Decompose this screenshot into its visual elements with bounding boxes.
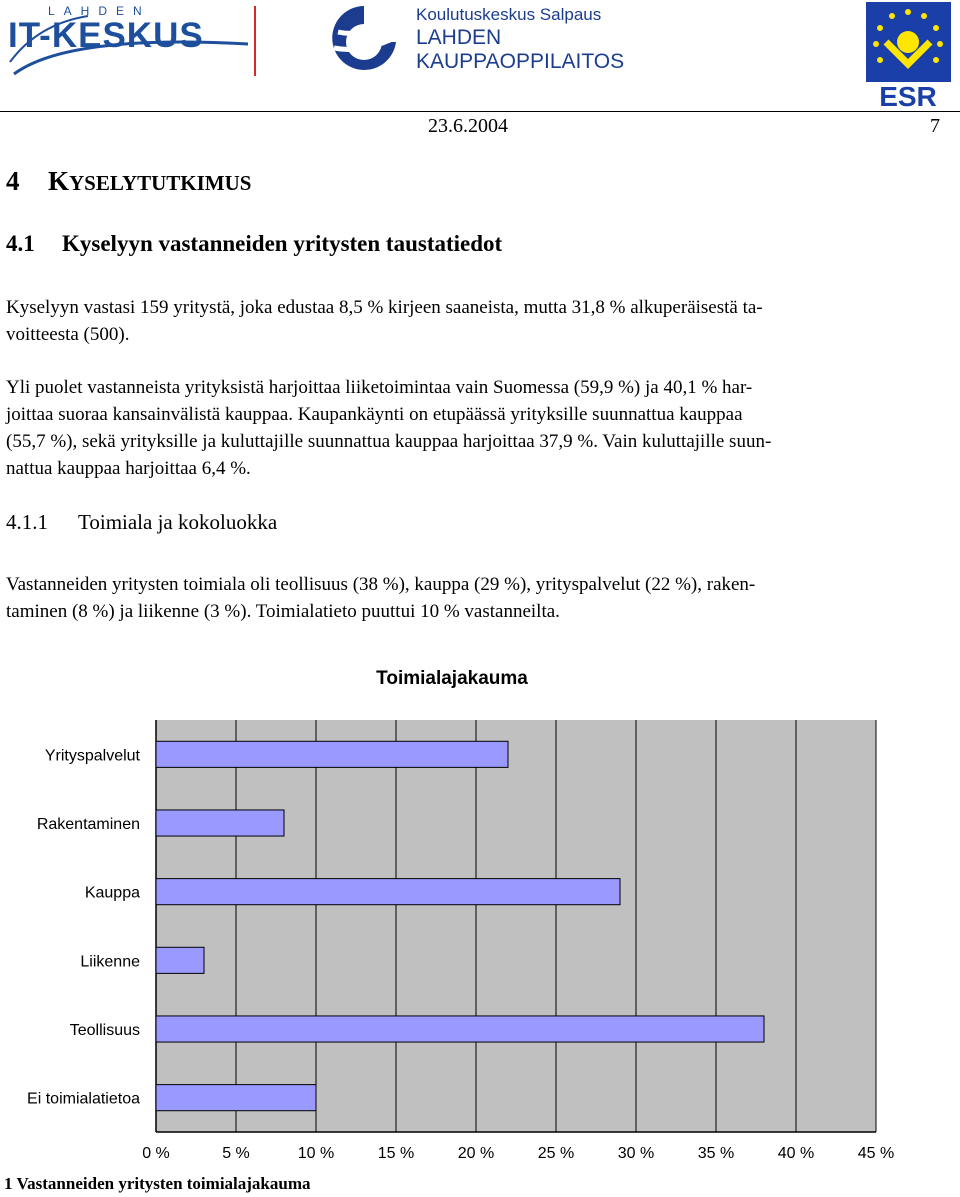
x-tick-label: 25 %: [537, 1145, 575, 1162]
bar: [156, 1085, 316, 1111]
it-keskus-logo-top-text: LAHDEN: [48, 4, 151, 18]
chart-svg: [6, 640, 906, 1170]
paragraph-industries: [6, 571, 954, 625]
salpaus-logo-line1: Koulutuskeskus Salpaus: [416, 5, 602, 24]
industry-distribution-chart: [6, 640, 906, 1170]
page-number: 7: [930, 115, 940, 137]
esr-logo-icon: [866, 2, 951, 110]
x-tick-label: 30 %: [617, 1145, 655, 1162]
paragraph-line: Yli puolet vastanneista yrityksistä harjoittaa liiketoimintaa vain Suomessa (59,9 %) ja 40,1 % har-: [6, 377, 753, 398]
subsection-number: 4.1: [6, 231, 35, 256]
category-label: Rakentaminen: [36, 816, 140, 833]
bar: [156, 947, 204, 973]
section-title-first: K: [48, 166, 70, 196]
esr-logo-text: ESR: [879, 81, 937, 110]
subsection-heading: [6, 231, 502, 257]
section-heading: [6, 166, 251, 197]
x-tick-label: 35 %: [697, 1145, 735, 1162]
section-title-rest: YSELYTUTKIMUS: [69, 171, 252, 195]
header-date: 23.6.2004: [428, 115, 508, 137]
x-tick-label: 20 %: [457, 1145, 495, 1162]
x-tick-label: 0 %: [142, 1145, 170, 1162]
salpaus-logo-text: [416, 4, 624, 74]
paragraph-business-scope: [6, 374, 954, 482]
paragraph-line: taminen (8 %) ja liikenne (3 %). Toimialatieto puuttui 10 % vastanneilta.: [6, 601, 560, 622]
salpaus-logo-line3: KAUPPAOPPILAITOS: [416, 50, 625, 73]
header-divider: [254, 6, 256, 76]
header-rule: [0, 111, 960, 112]
paragraph-respondents: [6, 294, 954, 348]
x-tick-label: 10 %: [297, 1145, 335, 1162]
it-keskus-logo: [8, 4, 253, 76]
subsubsection-heading: [6, 510, 277, 535]
paragraph-line: Kyselyyn vastasi 159 yritystä, joka edustaa 8,5 % kirjeen saaneista, mutta 31,8 % alkuperäisestä ta-: [6, 297, 763, 318]
category-label: Ei toimialatietoa: [27, 1090, 140, 1108]
salpaus-logo-icon: [324, 2, 404, 74]
paragraph-line: Vastanneiden yritysten toimiala oli teollisuus (38 %), kauppa (29 %), yrityspalvelut (22 %), raken-: [6, 574, 756, 595]
paragraph-line: joittaa suoraa kansainvälistä kauppaa. Kaupankäynti on etupäässä yrityksille suunnattua kauppaa: [6, 404, 743, 425]
subsubsection-number: 4.1.1: [6, 510, 48, 534]
category-label: Liikenne: [80, 953, 140, 971]
chart-title: Toimialajakauma: [376, 668, 528, 689]
x-tick-label: 40 %: [777, 1145, 815, 1162]
paragraph-line: voitteesta (500).: [6, 324, 130, 345]
x-tick-label: 15 %: [377, 1145, 415, 1162]
x-tick-label: 45 %: [857, 1145, 895, 1162]
paragraph-line: (55,7 %), sekä yrityksille ja kuluttajille suunnattua kauppaa harjoittaa 37,9 %. Vain kuluttajille suun-: [6, 431, 772, 452]
subsubsection-title: Toimiala ja kokoluokka: [78, 510, 278, 534]
category-label: Teollisuus: [69, 1022, 140, 1039]
category-label: Yrityspalvelut: [44, 747, 140, 765]
bar: [156, 1016, 764, 1042]
it-keskus-logo-main-text: IT-KESKUS: [8, 16, 204, 55]
bar: [156, 810, 284, 836]
bar: [156, 879, 620, 905]
figure-caption: 1 Vastanneiden yritysten toimialajakauma: [4, 1174, 311, 1193]
subsection-title: Kyselyyn vastanneiden yritysten taustatiedot: [62, 231, 503, 256]
plot-area: [156, 720, 876, 1132]
paragraph-line: nattua kauppaa harjoittaa 6,4 %.: [6, 458, 251, 479]
category-label: Kauppa: [84, 884, 140, 902]
x-tick-label: 5 %: [222, 1145, 250, 1162]
bar: [156, 741, 508, 767]
salpaus-logo-line2: LAHDEN: [416, 26, 502, 49]
section-number: 4: [6, 166, 20, 196]
